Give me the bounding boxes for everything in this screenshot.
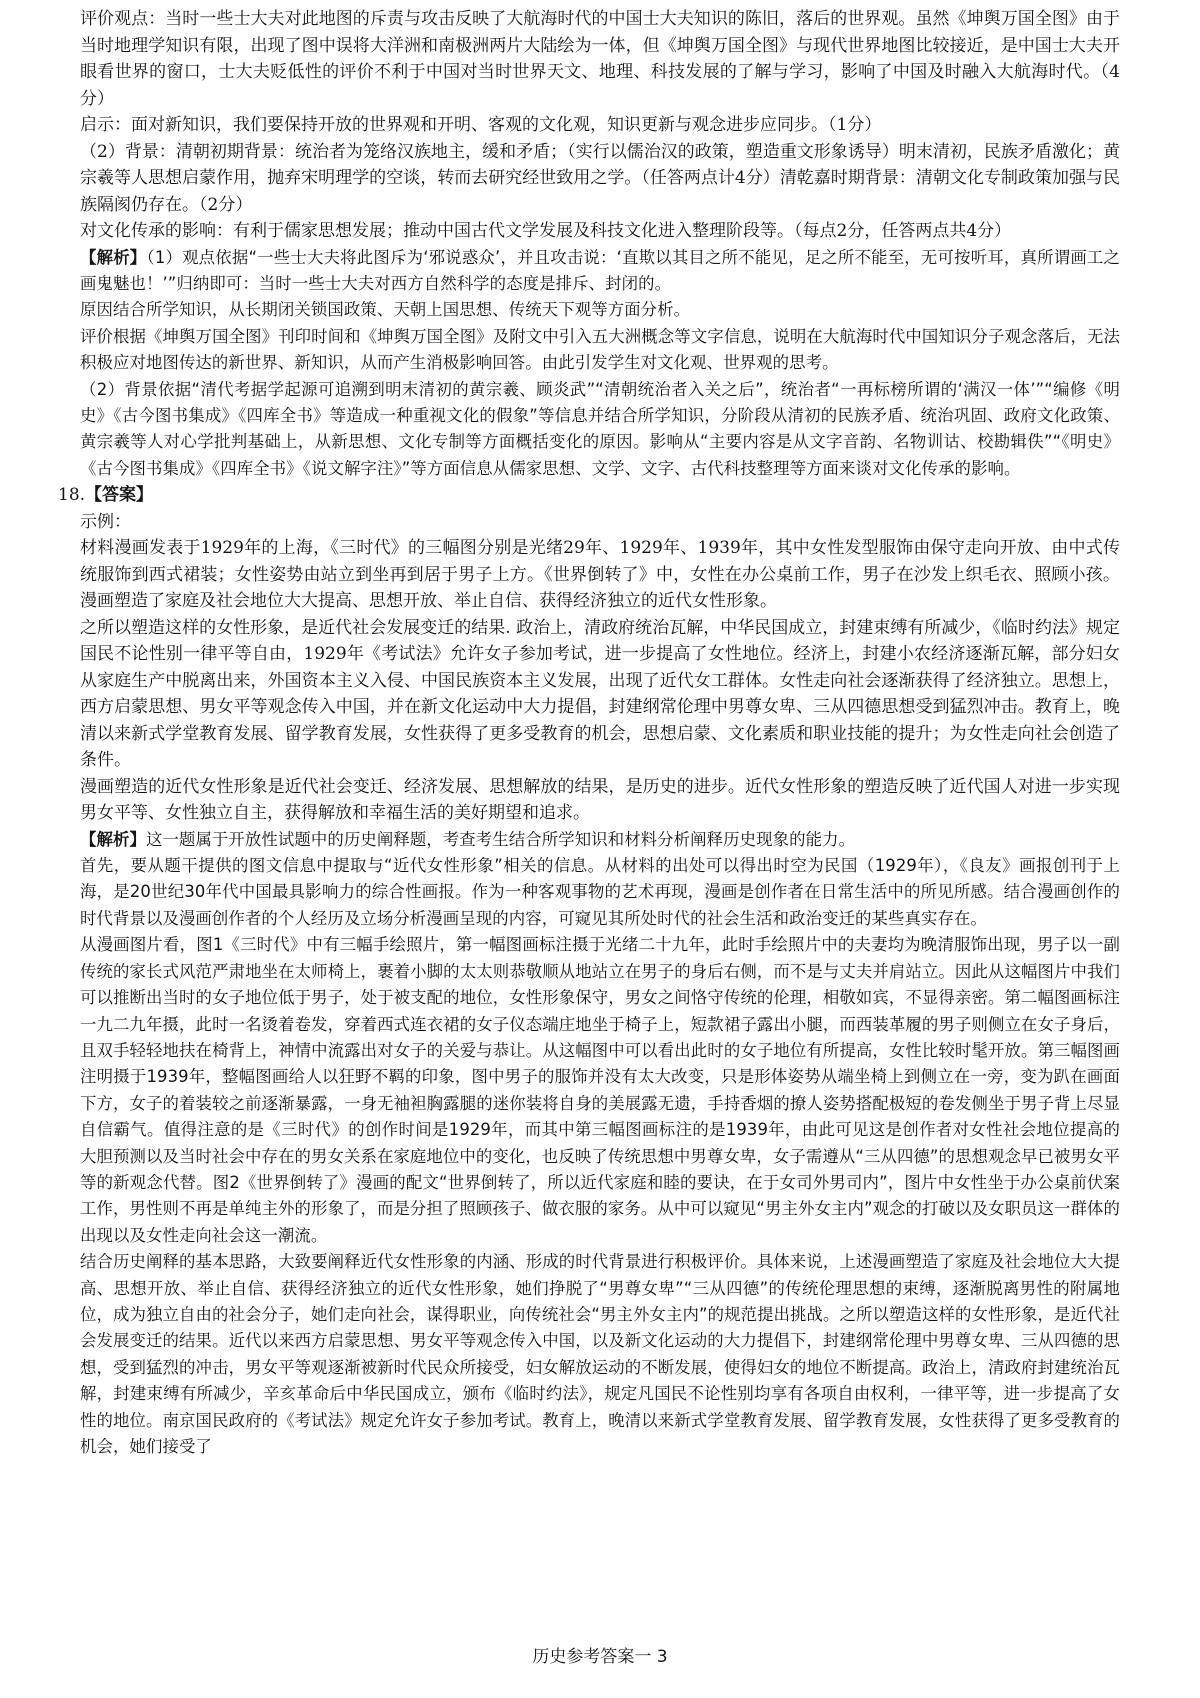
q18-analysis-paragraph-2: 首先，要从题干提供的图文信息中提取与“近代女性形象”相关的信息。从材料的出处可以得出时空为民国（1929年），《良友》画报创刊于上海，是20世纪30年代中国最具影响力的综合性画报。作为一种客观事物的艺术再现，漫画是创作者在日常生活中的所见所感。结合漫画创作的时代背景以及漫画创作者的个人经历及立场分析漫画呈现的内容，可窥见其所处时代的社会生活和政治变迁的某些真实存在。	[80, 856, 1120, 928]
q18-analysis-paragraph-1	[80, 827, 1120, 853]
q18-answer-heading	[58, 482, 1120, 509]
answer-content	[58, 6, 1121, 1460]
q17-analysis-paragraph-3: 评价根据《坤舆万国全图》刊印时间和《坤舆万国全图》及附文中引入五大洲概念等文字信息，说明在大航海时代中国知识分子观念落后，无法积极应对地图传达的新世界、新知识，从而产生消极影响回答。由此引发学生对文化观、世界观的思考。	[80, 326, 1120, 373]
q17-impact-paragraph: 对文化传承的影响：有利于儒家思想发展；推动中国古代文学发展及科技文化进入整理阶段等。（每点2分，任答两点共4分）	[80, 221, 1012, 241]
q17-analysis-text-1: （1）观点依据“一些士大夫将此图斥为‘邪说惑众’，并且攻击说：‘直欺以其目之所不能见，足之所不能至，无可按听耳，真所谓画工之画鬼魅也！’”归纳即可：当时一些士大夫对西方自然科学的态度是排斥、封闭的。	[80, 247, 1121, 293]
page-footer: 历史参考答案一 3	[532, 1647, 668, 1667]
q18-answer-tag: 【答案】	[85, 485, 154, 506]
q17-analysis-paragraph-4: （2）背景依据“清代考据学起源可追溯到明末清初的黄宗羲、顾炎武”“清朝统治者入关之后”，统治者“一再标榜所谓的‘满汉一体’”“编修《明史》《古今图书集成》《四库全书》等造成一种重视文化的假象”等信息并结合所学知识，分阶段从清初的民族矛盾、统治巩固、政府文化政策、黄宗羲等人对心学批判基础上，从新思想、文化专制等方面概括变化的原因。影响从“主要内容是从文字音韵、名物训诂、校勘辑佚”“《明史》《古今图书集成》《四库全书》《说文解字注》”等方面信息从儒家思想、文学、文字、古代科技整理等方面来谈对文化传承的影响。	[80, 379, 1120, 478]
q18-answer-paragraph-2: 之所以塑造这样的女性形象，是近代社会发展变迁的结果. 政治上，清政府统治瓦解，中华民国成立，封建束缚有所减少，《临时约法》规定国民不论性别一律平等自由，1929年《考试法》允许女子参加考试，进一步提高了女性地位。经济上，封建小农经济逐渐瓦解，部分妇女从家庭生产中脱离出来，外国资本主义入侵、中国民族资本主义发展，出现了近代女工群体。女性走向社会逐渐获得了经济独立。思想上，西方启蒙思想、男女平等观念传入中国，并在新文化运动中大力提倡，封建纲常伦理中男尊女卑、三从四德思想受到猛烈冲击。教育上，晚清以来新式学堂教育发展、留学教育发展，女性获得了更多受教育的机会，思想启蒙、文化素质和职业技能的提升；为女性走向社会创造了条件。	[80, 617, 1120, 771]
q17-analysis-paragraph-1	[80, 245, 1120, 298]
q18-example-label: 示例：	[80, 511, 131, 532]
q17-background-paragraph: （2）背景：清朝初期背景：统治者为笼络汉族地主，缓和矛盾；（实行以儒治汉的政策，塑造重文形象诱导）明末清初，民族矛盾激化；黄宗羲等人思想启蒙作用，抛弃宋明理学的空谈，转而去研究经世致用之学。（任答两点计4分）清乾嘉时期背景：清朝文化专制政策加强与民族隔阂仍存在。（2分）	[80, 141, 1120, 215]
q18-answer-paragraph-1: 材料漫画发表于1929年的上海，《三时代》的三幅图分别是光绪29年、1929年、1939年，其中女性发型服饰由保守走向开放、由中式传统服饰到西式裙装；女性姿势由站立到坐再到居于男子上方。《世界倒转了》中，女性在办公桌前工作，男子在沙发上织毛衣、照顾小孩。漫画塑造了家庭及社会地位大大提高、思想开放、举止自信、获得经济独立的近代女性形象。	[80, 538, 1120, 612]
q17-analysis-paragraph-2: 原因结合所学知识，从长期闭关锁国政策、天朝上国思想、传统天下观等方面分析。	[80, 300, 691, 320]
q17-evaluation-paragraph: 评价观点：当时一些士大夫对此地图的斥责与攻击反映了大航海时代的中国士大夫知识的陈旧，落后的世界观。虽然《坤舆万国全图》由于当时地理学知识有限，出现了图中误将大洋洲和南极洲两片大陆绘为一体，但《坤舆万国全图》与现代世界地图比较接近，是中国士大夫开眼看世界的窗口，士大夫贬低性的评价不利于中国对当时世界天文、地理、科技发展的了解与学习，影响了中国及时融入大航海时代。（4分）	[80, 9, 1120, 109]
q18-number: 18.	[58, 485, 86, 506]
q18-analysis-text-1: 这一题属于开放性试题中的历史阐释题，考查考生结合所学知识和材料分析阐释历史现象的能力。	[145, 829, 856, 849]
q18-answer-paragraph-3: 漫画塑造的近代女性形象是近代社会变迁、经济发展、思想解放的结果，是历史的进步。近代女性形象的塑造反映了近代国人对进一步实现男女平等、女性独立自主，获得解放和幸福生活的美好期望和追求。	[80, 776, 1120, 824]
q18-analysis-paragraph-3: 从漫画图片看，图1《三时代》中有三幅手绘照片，第一幅图画标注摄于光绪二十九年，此时手绘照片中的夫妻均为晚清服饰出现，男子以一副传统的家长式风范严肃地坐在太师椅上，裹着小脚的太太则恭敬顺从地站立在男子的身后右侧，而不是与丈夫并肩站立。因此从这幅图片中我们可以推断出当时的女子地位低于男子，处于被支配的地位，女性形象保守，男女之间恪守传统的伦理，相敬如宾，不显得亲密。第二幅图画标注一九二九年摄，此时一名烫着卷发，穿着西式连衣裙的女子仪态端庄地坐于椅子上，短款裙子露出小腿，而西装革履的男子则侧立在女子身后，且双手轻轻地扶在椅背上，神情中流露出对女子的关爱与恭让。从这幅图中可以看出此时的女子地位有所提高，女性比较时髦开放。第三幅图画注明摄于1939年，整幅图画给人以狂野不羁的印象，图中男子的服饰并没有太大改变，只是形体姿势从端坐椅上到侧立在一旁，变为趴在画面下方，女子的着装较之前逐渐暴露，一身无袖袒胸露腿的迷你装将自身的美展露无遗，手持香烟的撩人姿势搭配极短的卷发侧坐于男子背上尽显自信霸气。值得注意的是《三时代》的创作时间是1929年，而其中第三幅图画标注的是1939年，由此可见这是创作者对女性社会地位提高的大胆预测以及当时社会中存在的男女关系在家庭地位中的变化，也反映了传统思想中男尊女卑，女子需遵从“三从四德”的思想观念早已被男女平等的新观念代替。图2《世界倒转了》漫画的配文“世界倒转了，所以近代家庭和睦的要诀，在于女司外男司内”，图片中女性坐于办公桌前伏案工作，男性则不再是单纯主外的形象了，而是分担了照顾孩子、做衣服的家务。从中可以窥见“男主外女主内”观念的打破以及女职员这一群体的出现以及女性走向社会这一潮流。	[80, 935, 1120, 1245]
q17-insight-paragraph: 启示：面对新知识，我们要保持开放的世界观和开明、客观的文化观，知识更新与观念进步应同步。（1分）	[80, 115, 882, 135]
q18-analysis-tag: 【解析】	[80, 829, 146, 849]
q17-analysis-tag: 【解析】	[80, 247, 147, 267]
q18-analysis-paragraph-4: 结合历史阐释的基本思路，大致要阐释近代女性形象的内涵、形成的时代背景进行积极评价。具体来说，上述漫画塑造了家庭及社会地位大大提高、思想开放、举止自信、获得经济独立的近代女性形象，她们挣脱了“男尊女卑”“三从四德”的传统伦理思想的束缚，逐渐脱离男性的附属地位，成为独立自由的社会分子，她们走向社会，谋得职业，向传统社会“男主外女主内”的规范提出挑战。之所以塑造这样的女性形象，是近代社会发展变迁的结果。近代以来西方启蒙思想、男女平等观念传入中国，以及新文化运动的大力提倡下，封建纲常伦理中男尊女卑、三从四德的思想，受到猛烈的冲击，男女平等观逐渐被新时代民众所接受，妇女解放运动的不断发展，使得妇女的地位不断提高。政治上，清政府封建统治瓦解，封建束缚有所减少，辛亥革命后中华民国成立，颁布《临时约法》，规定凡国民不论性别均享有各项自由权利，一律平等，进一步提高了女性的地位。南京国民政府的《考试法》规定允许女子参加考试。教育上，晚清以来新式学堂教育发展、留学教育发展，女性获得了更多受教育的机会，她们接受了	[80, 1252, 1120, 1456]
